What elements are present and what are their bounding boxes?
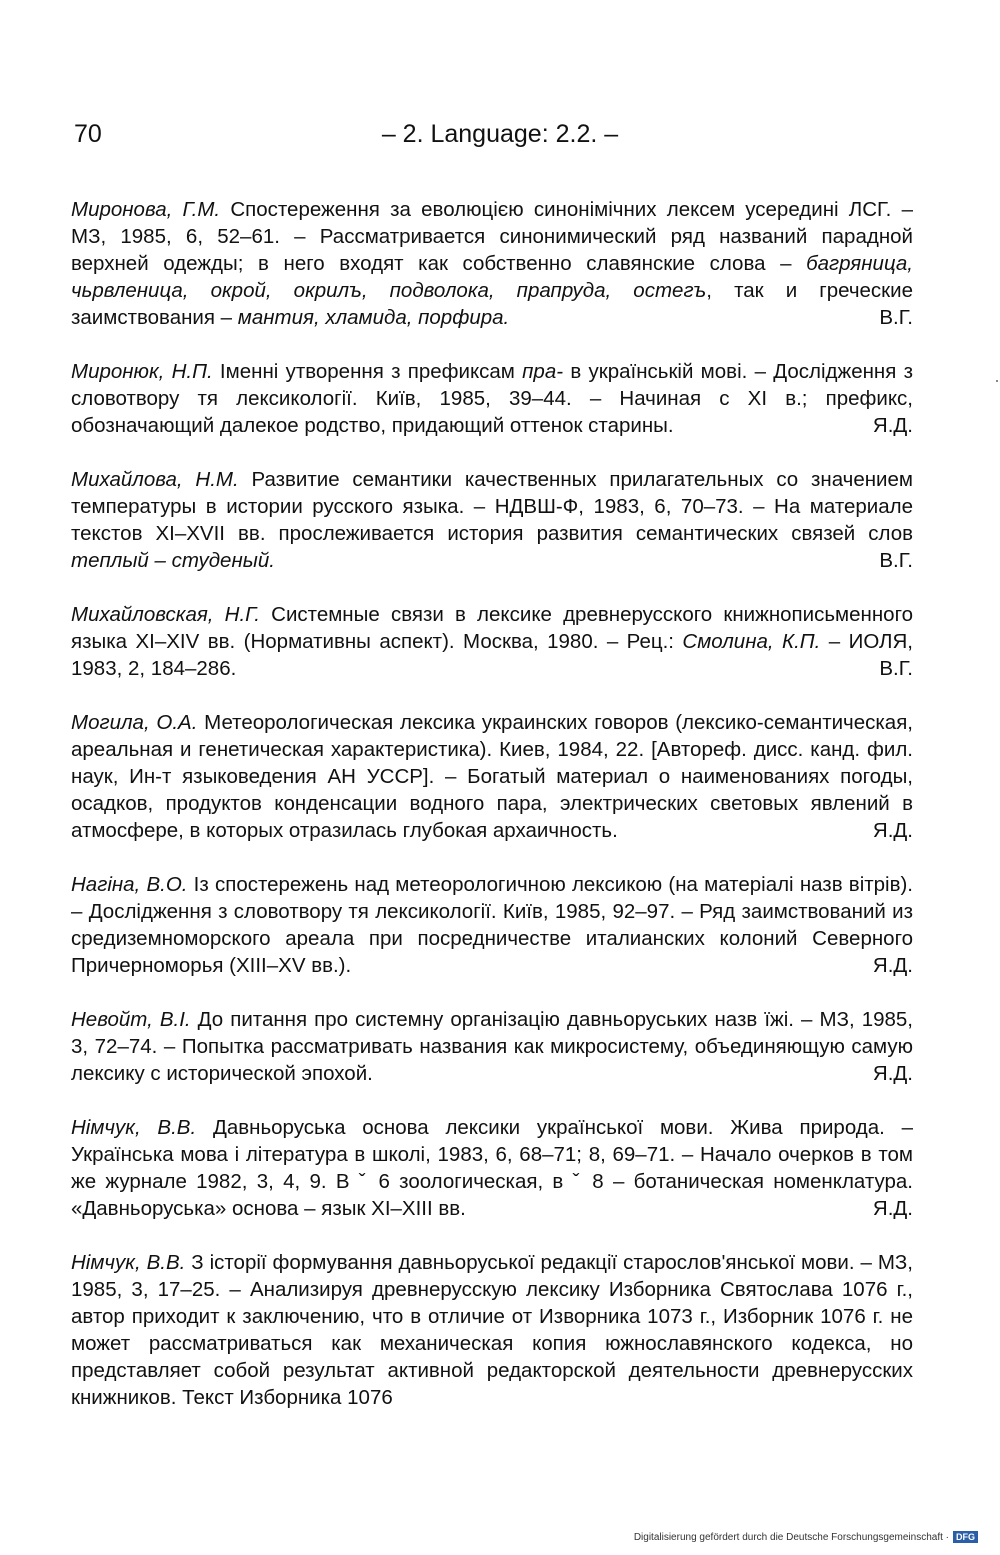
entry-text: – ИОЛЯ, 1983, 2, 184–286. [71,630,913,680]
bibliography-entry [71,196,913,331]
entry-author: Миронова, Г.М. [71,198,221,221]
entry-author: Німчук, В.В. [71,1251,186,1274]
entry-italic-text: мантия, хламида, порфира. [237,306,510,329]
entry-author: Нагіна, В.О. [71,873,188,896]
entry-italic-text: багряница, чьрвленица, окрой, окрилъ, подволока, прапруда, остегъ [71,252,913,302]
entry-author: Михайловская, Н.Г. [71,603,260,626]
running-head: – 2. Language: 2.2. – [381,120,619,148]
bibliography-entry [71,1249,913,1411]
entry-text: в українській мові. – Дослідження з словотвору тя лексикології. Київ, 1985, 39–44. – Начиная с XI в.; префикс, обозначающий далекое родство, придающий оттенок старины. [71,360,913,437]
bibliography-entry [71,601,913,682]
entry-author: Невойт, В.І. [71,1008,191,1031]
page-number: 70 [74,120,102,148]
entry-text: Давньоруська основа лексики української мови. Жива природа. – Українська мова і література в школі, 1983, 6, 68–71; 8, 69–71. – Начало очерков в том же журнале 1982, 3, 4, 9. В ˇ 6 зоологическая, в ˇ 8 – ботаническая номенклатура. «Давньоруська» основа – язык XI–XIII вв. [71,1116,913,1220]
entry-italic-text: теплый – студеный. [71,549,275,572]
footer-text: Digitalisierung gefördert durch die Deutsche Forschungsgemeinschaft · [633,1531,949,1543]
entry-text: Развитие семантики качественных прилагательных со значением температуры в истории русского языка. – НДВШ-Ф, 1983, 6, 70–73. – На материале текстов XI–XVII вв. прослеживается история развития семантических связей слов [71,468,914,545]
bibliography-entry [71,1006,913,1087]
reviewer-initials: Я.Д. [872,1197,913,1220]
bibliography-entry [71,466,913,574]
reviewer-initials: В.Г. [879,306,913,329]
entry-italic-text: пра- [522,360,564,383]
reviewer-initials: Я.Д. [872,954,913,977]
reviewer-initials: Я.Д. [872,1062,913,1085]
bibliography-entry [71,709,913,844]
entry-author: Німчук, В.В. [71,1116,197,1139]
entry-text: Спостереження за еволюцією синонімічних лексем усередині ЛСГ. – МЗ, 1985, 6, 52–61. – Рассматривается синонимический ряд названий парадной верхней одежды; в него входят как собственно славянские слова – [71,198,913,275]
reviewer-initials: В.Г. [879,549,913,572]
entry-italic-text: Смолина, К.П. [682,630,821,653]
bibliography-entry [71,1114,913,1222]
entry-text: Системные связи в лексике древнерусского книжнописьменного языка XI–XIV вв. (Нормативны аспект). Москва, 1980. – Рец.: [71,603,913,653]
bibliography-entry [71,871,913,979]
reviewer-initials: Я.Д. [872,819,913,842]
entry-author: Михайлова, Н.М. [71,468,239,491]
entry-author: Могила, О.А. [71,711,198,734]
entry-text: Іменні утворення з префиксам [212,360,523,383]
entry-text: , так и греческие заимствования – [71,279,914,329]
bibliography-entry [71,358,913,439]
entry-text: До питання про системну організацію давньоруських назв їжі. – МЗ, 1985, 3, 72–74. – Попытка рассматривать названия как микросистему, объединяющую самую лексику с исторической эпохой. [71,1008,913,1085]
dfg-logo: DFG [953,1531,978,1543]
entry-text: Із спостережень над метеорологичною лексикою (на матеріалі назв вітрів). – Дослідження з словотвору тя лексикології. Київ, 1985, 92–97. – Ряд заимствований из средиземноморского ареала при посредничестве италианских колоний Северного Причерноморья (XIII–XV вв.). [71,873,914,977]
entry-author: Миронюк, Н.П. [71,360,213,383]
digitization-footer [634,1531,978,1543]
scan-mark [996,380,998,382]
entry-text: З історії формування давньоруської редакції старослов'янської мови. – МЗ, 1985, 3, 17–25. – Анализируя древнерусскую лексику Изборника Святослава 1076 г., автор приходит к заключению, что в отличие от Изворника 1073 г., Изборник 1076 г. не может рассматриваться как механическая копия южнославянского кодекса, но представляет собой результат активной редакторской деятельности древнерусских книжников. Текст Изборника 1076 [71,1251,913,1409]
reviewer-initials: Я.Д. [872,414,913,437]
bibliography-entries [71,196,913,1411]
reviewer-initials: В.Г. [879,657,913,680]
entry-text: Метеорологическая лексика украинских говоров (лексико-семантическая, ареальная и генетическая характеристика). Киев, 1984, 22. [Автореф. дисс. канд. фил. наук, Ин-т языковедения АН УССР]. – Богатый материал о наименованиях погоды, осадков, продуктов конденсации водного пара, электрических световых явлений в атмосфере, в которых отразилась глубокая архаичность. [71,711,913,842]
